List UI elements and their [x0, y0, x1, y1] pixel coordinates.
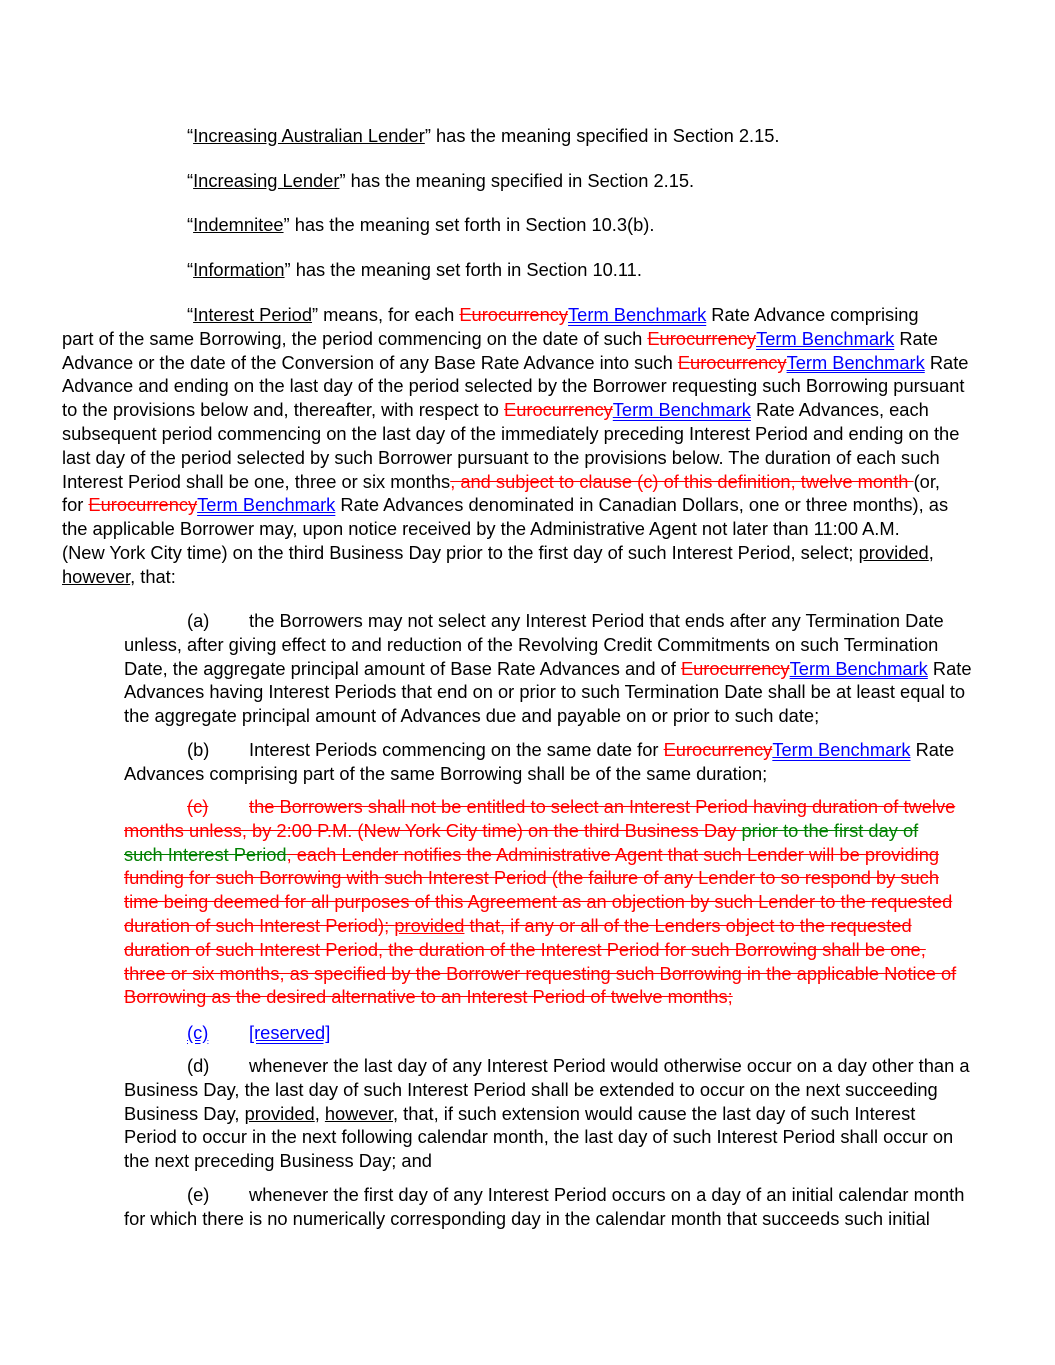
definition-indemnitee: “Indemnitee” has the meaning set forth in Section 10.3(b). — [187, 214, 655, 235]
clause-label: (c) — [187, 1022, 209, 1043]
defined-term: Interest Period — [193, 304, 312, 325]
clause-a: (a) the Borrowers may not select any Interest Period that ends after any Termination Date unless, after giving effect to and reduction of the Revolving Credit Commitments on such Termination Date, the aggregate principal amount of Base Rate Advances and of EurocurrencyTerm Benchmark Rate Advances having Interest Periods that end on or prior to such Termination Date shall be at least equal to the aggregate principal amount of Advances due and payable on or prior to such date; — [124, 610, 972, 727]
defined-term: Indemnitee — [193, 214, 284, 235]
definition-text: has the meaning set forth in Section 10.3(b). — [289, 214, 655, 235]
inserted-text: Term Benchmark — [197, 494, 336, 516]
moved-text: such Interest Period — [124, 843, 287, 865]
clause-label: (e) — [187, 1184, 210, 1205]
inserted-text: Term Benchmark — [772, 739, 911, 760]
defined-term: Information — [193, 259, 285, 280]
deleted-text: , and subject to clause (c) of this definition, twelve month — [450, 470, 914, 492]
clause-b: (b) Interest Periods commencing on the same date for EurocurrencyTerm Benchmark Rate Advances comprising part of the same Borrowing shall be of the same duration; — [124, 739, 955, 784]
definition-increasing-lender: “Increasing Lender” has the meaning specified in Section 2.15. — [187, 170, 695, 191]
definition-text: has the meaning set forth in Section 10.11. — [290, 259, 642, 280]
clause-label: (c) — [187, 796, 209, 817]
definition-interest-period: “Interest Period” means, for each EurocurrencyTerm Benchmark Rate Advance comprising part of the same Borrowing, the period commencing on the date of such EurocurrencyTerm Benchmark Rate Advance or the date of the Conversion of any Base Rate Advance into such EurocurrencyTerm Benchmark Rate Advance and ending on the last day of the period selected by the Borrower requesting such Borrowing pursuant to the provisions below and, thereafter, with respect to EurocurrencyTerm Benchmark Rate Advances, each subsequent period commencing on the last day of the immediately preceding Interest Period and ending on the last day of the period selected by such Borrower pursuant to the provisions below. The duration of each such Interest Period shall be one, three or six months, and subject to clause (c) of this definition, twelve month (or, for EurocurrencyTerm Benchmark Rate Advances denominated in Canadian Dollars, one or three months), as the applicable Borrower may, upon notice received by the Administrative Agent not later than 11:00 A.M. (New York City time) on the third Business Day prior to the first day of such Interest Period, select; provided, however, that: — [62, 304, 969, 587]
defined-term: Increasing Australian Lender — [193, 125, 425, 146]
inserted-text: Term Benchmark — [786, 351, 925, 373]
deleted-text: Eurocurrency — [504, 399, 613, 421]
clause-label: (b) — [187, 739, 210, 760]
inserted-text: Term Benchmark — [756, 327, 895, 349]
deleted-text: Eurocurrency — [680, 657, 790, 679]
deleted-text: Eurocurrency — [647, 327, 757, 349]
deleted-text: Eurocurrency — [663, 739, 773, 760]
definition-text: has the meaning specified in Section 2.15. — [430, 125, 780, 146]
clause-d: (d) whenever the last day of any Interest Period would otherwise occur on a day other than a Business Day, the last day of such Interest Period shall be extended to occur on the next succeeding Business Day, provided, however, that, if such extension would cause the last day of such Interest Period to occur in the next following calendar month, the last day of such Interest Period shall occur on the next preceding Business Day; and — [124, 1055, 970, 1172]
definition-information: “Information” has the meaning set forth in Section 10.11. — [187, 259, 642, 280]
clause-e: (e) whenever the first day of any Interest Period occurs on a day of an initial calendar month for which there is no numerically corresponding day in the calendar month that succeeds such initial — [124, 1184, 965, 1229]
definition-increasing-australian-lender: “Increasing Australian Lender” has the meaning specified in Section 2.15. — [187, 125, 780, 146]
inserted-text: Term Benchmark — [789, 657, 928, 679]
definition-text: has the meaning specified in Section 2.15. — [345, 170, 695, 191]
deleted-text: Eurocurrency — [677, 351, 787, 373]
inserted-text: Term Benchmark — [568, 304, 707, 325]
inserted-text: Term Benchmark — [612, 399, 751, 421]
clause-c-deleted: (c) the Borrowers shall not be entitled to select an Interest Period having duration of twelve months unless, by 2:00 P.M. (New York City time) on the third Business Day prior to the first day of such Interest Period, each Lender notifies the Administrative Agent that such Lender will be providing funding for such Borrowing with such Interest Period (the failure of any Lender to so respond by such time being deemed for all purposes of this Agreement as an objection by such Lender to the requested duration of such Interest Period); provided that, if any or all of the Lenders object to the requested duration of such Interest Period, the duration of the Interest Period for such Borrowing shall be one, three or six months, as specified by the Borrower requesting such Borrowing in the applicable Notice of Borrowing as the desired alternative to an Interest Period of twelve months; — [124, 796, 957, 1008]
moved-text: prior to the first day of — [741, 819, 919, 841]
deleted-text: Eurocurrency — [459, 304, 569, 325]
clause-c-inserted — [187, 1021, 330, 1045]
clause-label: (a) — [187, 610, 210, 631]
clause-label: (d) — [187, 1055, 210, 1076]
inserted-text: [reserved] — [249, 1022, 331, 1043]
deleted-text: Eurocurrency — [88, 494, 198, 516]
defined-term: Increasing Lender — [193, 170, 340, 191]
